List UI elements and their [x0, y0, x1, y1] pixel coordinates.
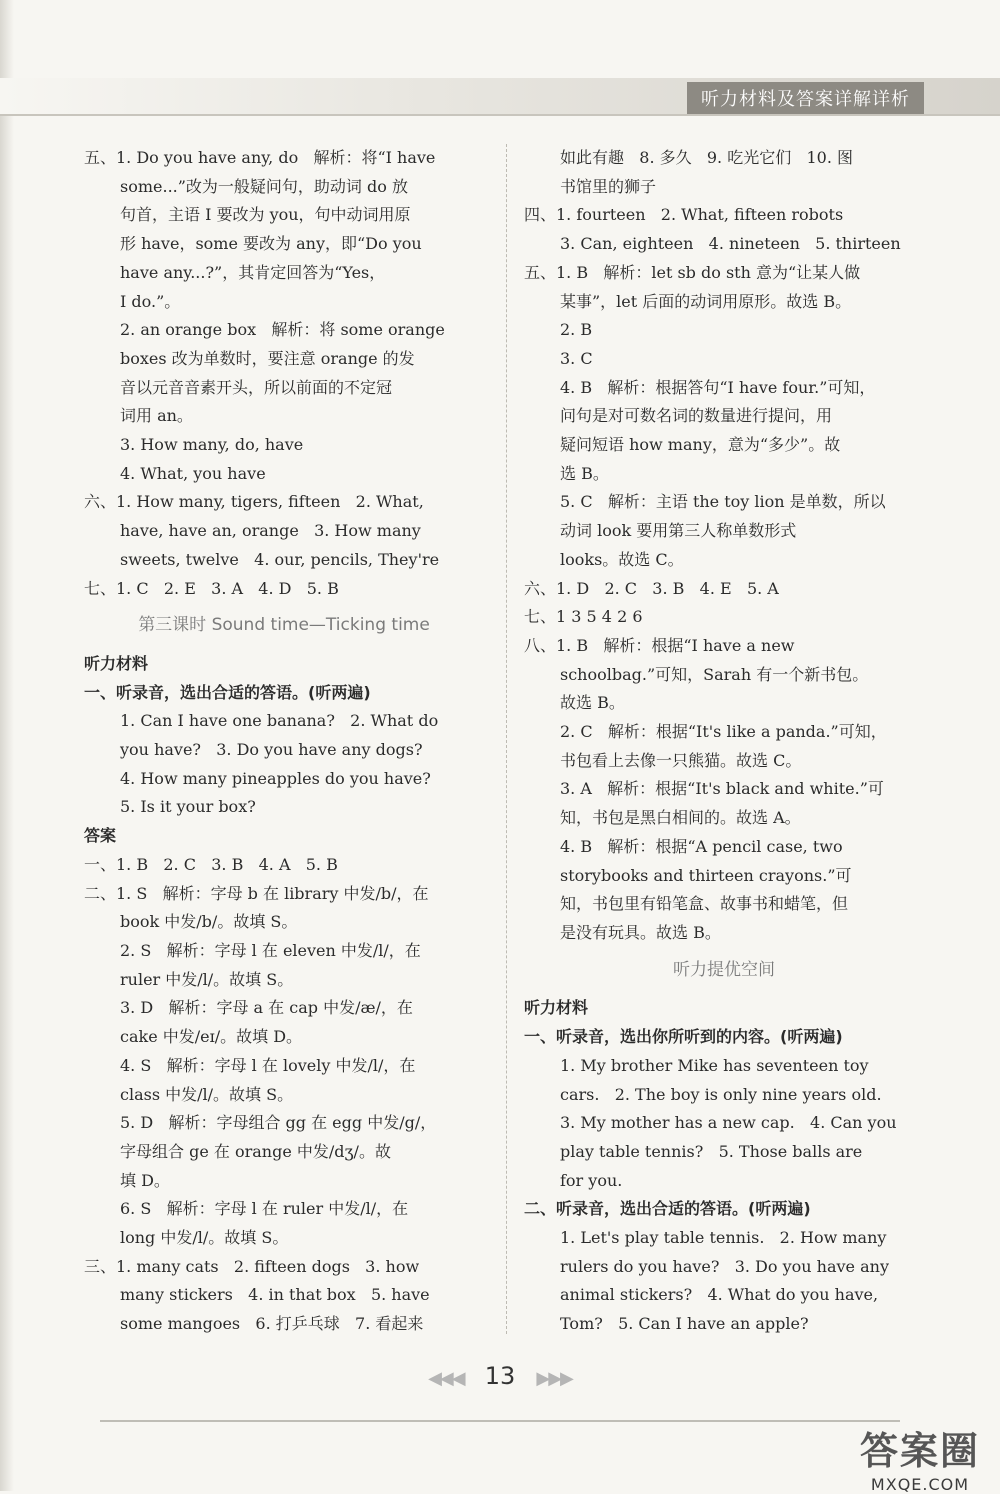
- watermark-url: MXQE.COM: [870, 1475, 970, 1494]
- answer-line: 3. A 解析：根据“It's black and white.”可: [560, 779, 884, 799]
- answer-line: 4. What, you have: [120, 463, 266, 483]
- answer-line: have, have an, orange 3. How many: [120, 521, 421, 541]
- page-number: 13: [484, 1362, 516, 1390]
- answer-line: 知，书包是黑白相间的。故选 A。: [560, 808, 801, 828]
- right-answers-block: [524, 144, 924, 948]
- answer-line: 是没有玩具。故选 B。: [560, 922, 721, 942]
- answer-line: 如此有趣 8. 多久 9. 吃光它们 10. 图: [560, 148, 854, 167]
- answer-line: 音以元音音素开头，所以前面的不定冠: [120, 377, 393, 397]
- answer-line: cake 中发/eɪ/。故填 D。: [120, 1027, 303, 1047]
- answer-line: 五、1. Do you have any, do 解析：将“I have: [84, 148, 436, 167]
- listening-line: rulers do you have? 3. Do you have any: [560, 1256, 889, 1276]
- listening-lines: [84, 707, 484, 822]
- right-listening-heading-1: 一、听录音，选出你所听到的内容。(听两遍): [524, 1027, 843, 1047]
- answer-line: 疑问短语 how many，意为“多少”。故: [560, 435, 841, 455]
- listening-line: 5. Is it your box?: [120, 797, 256, 817]
- listening-line: animal stickers? 4. What do you have,: [560, 1285, 879, 1305]
- left-column: [84, 144, 484, 1339]
- watermark-logo: [860, 1420, 980, 1494]
- answer-line: 五、1. B 解析：let sb do sth 意为“让某人做: [524, 262, 861, 282]
- prev-arrows-icon: ◀◀◀: [428, 1368, 464, 1389]
- answer-line: 填 D。: [120, 1170, 170, 1190]
- right-listening-lines-1: [524, 1052, 924, 1196]
- answer-line: have any...?”，其肯定回答为“Yes，: [120, 262, 386, 282]
- next-arrows-icon: ▶▶▶: [536, 1368, 572, 1389]
- answer-line: book 中发/b/。故填 S。: [120, 912, 298, 932]
- answer-line: class 中发/l/。故填 S。: [120, 1084, 294, 1104]
- listening-line: 1. Let's play table tennis. 2. How many: [560, 1228, 887, 1248]
- column-divider: [506, 144, 507, 1334]
- answer-line: 书馆里的狮子: [560, 176, 657, 196]
- answer-line: 3. Can, eighteen 4. nineteen 5. thirteen: [560, 234, 901, 254]
- answer-line: sweets, twelve 4. our, pencils, They're: [120, 549, 440, 569]
- listening-line: 4. How many pineapples do you have?: [120, 768, 431, 788]
- answer-line: 知，书包里有铅笔盒、故事书和蜡笔，但: [560, 894, 849, 914]
- right-column: [524, 144, 924, 1339]
- listening-label: 听力材料: [84, 653, 149, 673]
- listening-line: cars. 2. The boy is only nine years old.: [560, 1084, 882, 1104]
- answer-line: 二、1. S 解析：字母 b 在 library 中发/b/，在: [84, 883, 429, 903]
- answer-line: ruler 中发/l/。故填 S。: [120, 969, 294, 989]
- answer-line: 2. an orange box 解析：将 some orange: [120, 320, 445, 340]
- right-listening-label: 听力材料: [524, 998, 589, 1018]
- scan-shadow: [0, 0, 14, 1491]
- answer-line: 4. S 解析：字母 l 在 lovely 中发/l/，在: [120, 1055, 416, 1075]
- answer-line: 六、1. How many, tigers, fifteen 2. What,: [84, 492, 424, 512]
- answer-line: 六、1. D 2. C 3. B 4. E 5. A: [524, 578, 779, 598]
- answer-line: 6. S 解析：字母 l 在 ruler 中发/l/，在: [120, 1199, 409, 1219]
- answer-line: 2. C 解析：根据“It's like a panda.”可知，: [560, 722, 887, 742]
- answer-line: schoolbag.”可知，Sarah 有一个新书包。: [560, 664, 869, 684]
- left-answers-block: [84, 144, 484, 603]
- answer-line: 选 B。: [560, 463, 609, 483]
- listening-line: play table tennis? 5. Those balls are: [560, 1141, 863, 1161]
- answer-line: 3. How many, do, have: [120, 435, 304, 455]
- listening-line: for you.: [560, 1170, 623, 1190]
- answer-line: 一、1. B 2. C 3. B 4. A 5. B: [84, 854, 338, 874]
- listening-line: 1. Can I have one banana? 2. What do: [120, 711, 439, 731]
- answer-line: 七、1. C 2. E 3. A 4. D 5. B: [84, 578, 339, 598]
- answer-line: 2. S 解析：字母 l 在 eleven 中发/l/，在: [120, 940, 421, 960]
- answer-line: some mangoes 6. 打乒乓球 7. 看起来: [120, 1314, 424, 1334]
- answer-line: 3. D 解析：字母 a 在 cap 中发/æ/，在: [120, 998, 413, 1018]
- answer-line: some...”改为一般疑问句，助动词 do 放: [120, 176, 408, 196]
- answer-line: 三、1. many cats 2. fifteen dogs 3. how: [84, 1256, 420, 1276]
- answer-line: I do.”。: [120, 291, 181, 311]
- listening-line: 3. My mother has a new cap. 4. Can you: [560, 1113, 897, 1133]
- answer-line: looks。故选 C。: [560, 549, 684, 569]
- lesson-title: 第三课时 Sound time—Ticking time: [138, 615, 430, 636]
- listening-heading: 一、听录音，选出合适的答语。(听两遍): [84, 682, 371, 702]
- footer-line: [100, 1420, 900, 1422]
- answer-line: 词用 an。: [120, 406, 193, 426]
- answer-line: 5. C 解析：主语 the toy lion 是单数，所以: [560, 492, 886, 512]
- answer-line: 4. B 解析：根据“A pencil case, two: [560, 836, 843, 856]
- answer-line: 形 have，some 要改为 any，即“Do you: [120, 234, 422, 254]
- answer-line: 4. B 解析：根据答句“I have four.”可知，: [560, 377, 876, 397]
- answer-line: storybooks and thirteen crayons.”可: [560, 865, 852, 885]
- answer-line: 八、1. B 解析：根据“I have a new: [524, 635, 795, 655]
- watermark-title: 答案圈: [859, 1429, 980, 1473]
- answer-line: 2. B: [560, 320, 593, 340]
- answers-label: 答案: [84, 826, 117, 846]
- listening-line: 1. My brother Mike has seventeen toy: [560, 1055, 869, 1075]
- answer-line: boxes 改为单数时，要注意 orange 的发: [120, 348, 415, 368]
- answer-line: 5. D 解析：字母组合 gg 在 egg 中发/g/，: [120, 1113, 437, 1133]
- answers-lines: [84, 851, 484, 1339]
- answer-line: 句首，主语 I 要改为 you，句中动词用原: [120, 205, 411, 225]
- listening-line: you have? 3. Do you have any dogs?: [120, 740, 423, 760]
- answer-line: 字母组合 ge 在 orange 中发/dʒ/。故: [120, 1141, 391, 1161]
- answer-line: 四、1. fourteen 2. What, fifteen robots: [524, 205, 844, 225]
- right-listening-heading-2: 二、听录音，选出合适的答语。(听两遍): [524, 1199, 811, 1219]
- answer-line: 3. C: [560, 348, 593, 368]
- header-divider: [0, 114, 1000, 116]
- answer-line: 故选 B。: [560, 693, 625, 713]
- answer-line: 书包看上去像一只熊猫。故选 C。: [560, 750, 802, 770]
- right-listening-lines-2: [524, 1224, 924, 1339]
- listening-line: Tom? 5. Can I have an apple?: [560, 1314, 809, 1334]
- answer-line: 动词 look 要用第三人称单数形式: [560, 521, 797, 541]
- answer-line: 某事”，let 后面的动词用原形。故选 B。: [560, 291, 852, 311]
- page-footer: [0, 1362, 1000, 1390]
- header-title: 听力材料及答案详解详析: [687, 82, 924, 114]
- answer-line: long 中发/l/。故填 S。: [120, 1228, 289, 1248]
- answer-line: 问句是对可数名词的数量进行提问，用: [560, 406, 833, 426]
- answer-line: 七、1 3 5 4 2 6: [524, 607, 643, 627]
- section-title: 听力提优空间: [673, 959, 775, 980]
- answer-line: many stickers 4. in that box 5. have: [120, 1285, 430, 1305]
